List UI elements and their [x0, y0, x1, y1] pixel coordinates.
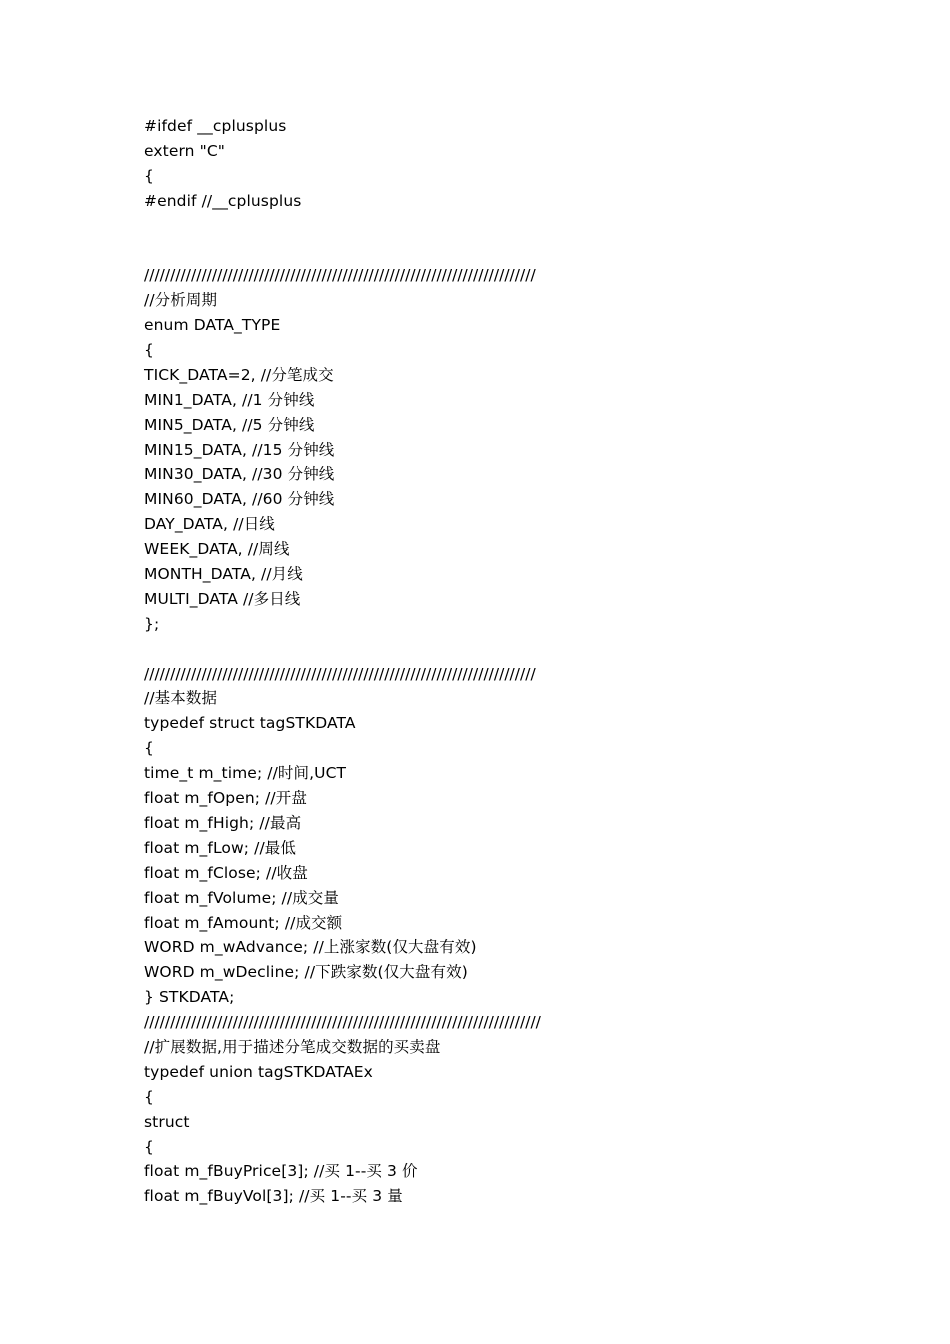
code-line: typedef union tagSTKDATAEx [144, 1062, 373, 1081]
separator-line: /////////////////////////////////////////////////////////////////////////// [144, 266, 536, 285]
code-line: DAY_DATA, //日线 [144, 515, 275, 534]
code-line: TICK_DATA=2, //分笔成交 [144, 365, 334, 384]
separator-line: /////////////////////////////////////////////////////////////////////////// [144, 664, 536, 683]
code-line: #endif //__cplusplus [144, 191, 302, 210]
code-line: MIN15_DATA, //15 分钟线 [144, 440, 335, 459]
code-line: float m_fOpen; //开盘 [144, 789, 307, 808]
code-line: extern "C" [144, 141, 225, 160]
code-line: MULTI_DATA //多日线 [144, 589, 301, 608]
code-line: float m_fHigh; //最高 [144, 813, 302, 832]
code-line: struct [144, 1112, 190, 1131]
code-line: WEEK_DATA, //周线 [144, 540, 290, 559]
code-line: //扩展数据,用于描述分笔成交数据的买卖盘 [144, 1037, 441, 1056]
code-line: }; [144, 614, 160, 633]
code-line: MIN5_DATA, //5 分钟线 [144, 415, 315, 434]
code-line: #ifdef __cplusplus [144, 117, 287, 135]
code-line: WORD m_wDecline; //下跌家数(仅大盘有效) [144, 963, 468, 982]
code-line: float m_fVolume; //成交量 [144, 888, 339, 907]
code-line: //分析周期 [144, 291, 218, 310]
code-line: enum DATA_TYPE [144, 316, 281, 335]
blank-line [144, 238, 924, 263]
code-line: typedef struct tagSTKDATA [144, 714, 356, 733]
blank-line [144, 637, 924, 662]
code-line: { [144, 166, 154, 185]
separator-line: //////////////////////////////////////////////////////////////////////////// [144, 1013, 541, 1032]
code-line: float m_fAmount; //成交额 [144, 913, 343, 932]
code-line: //基本数据 [144, 689, 218, 708]
code-line: { [144, 739, 154, 758]
code-line: MIN1_DATA, //1 分钟线 [144, 390, 315, 409]
code-line: float m_fClose; //收盘 [144, 863, 308, 882]
blank-line [144, 214, 924, 239]
code-line: } STKDATA; [144, 988, 235, 1007]
code-line: MIN60_DATA, //60 分钟线 [144, 490, 335, 509]
code-line: { [144, 341, 154, 360]
code-line: float m_fLow; //最低 [144, 838, 296, 857]
code-line: { [144, 1137, 154, 1156]
code-line: time_t m_time; //时间,UCT [144, 764, 347, 783]
code-line: MIN30_DATA, //30 分钟线 [144, 465, 335, 484]
code-line: MONTH_DATA, //月线 [144, 565, 303, 584]
code-line: WORD m_wAdvance; //上涨家数(仅大盘有效) [144, 938, 477, 957]
code-line: { [144, 1087, 154, 1106]
code-line: float m_fBuyPrice[3]; //买 1--买 3 价 [144, 1162, 418, 1181]
code-line: float m_fBuyVol[3]; //买 1--买 3 量 [144, 1187, 403, 1206]
code-listing [144, 114, 924, 1209]
